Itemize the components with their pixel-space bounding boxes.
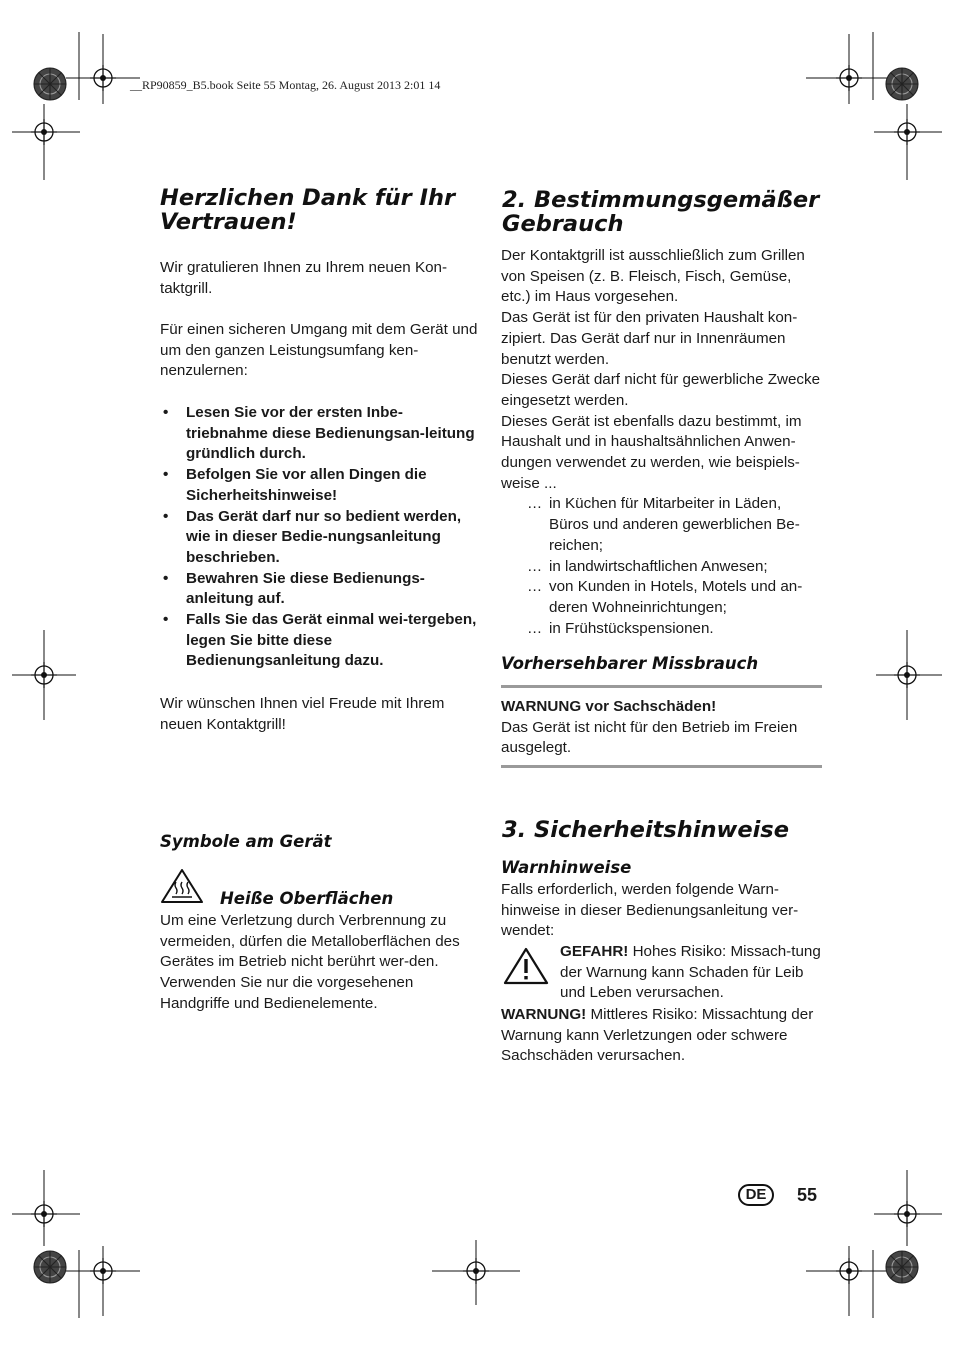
warning-text: Das Gerät ist nicht für den Betrieb im Freien ausgelegt.: [501, 718, 798, 757]
warn-notes-heading: Warnhinweise: [501, 858, 632, 877]
closing-paragraph: Wir wünschen Ihnen viel Freude mit Ihrem neuen Kontaktgrill!: [160, 695, 445, 733]
hot-surfaces-block: [160, 911, 482, 1015]
intro-paragraph-2: Für einen sicheren Umgang mit dem Gerät und um den ganzen Leistungsumfang ken-nenzulernen:: [160, 321, 478, 380]
misuse-heading: Vorhersehbarer Missbrauch: [501, 654, 759, 673]
use-list-item: … von Kunden in Hotels, Motels und an-deren Wohneinrichtungen;: [527, 578, 803, 616]
section-3-title: 3. Sicherheitshinweise: [502, 817, 789, 843]
symbols-heading: Symbole am Gerät: [160, 832, 332, 851]
warning-top-rule: [501, 685, 822, 688]
danger-text: GEFAHR! Hohes Risiko: Missach-tung der Warnung kann Schaden für Leib und Leben verursachen.: [560, 943, 821, 1002]
warnung-block: [501, 1005, 823, 1067]
intro-block: [160, 258, 482, 299]
warning-title: WARNUNG vor Sachschäden!: [501, 698, 717, 715]
warnung-text: WARNUNG! Mittleres Risiko: Missachtung der Warnung kann Verletzungen oder schwere Sachschäden verursachen.: [501, 1006, 814, 1065]
warn-notes-intro: Falls erforderlich, werden folgende Warn-hinweise in dieser Bedienungsanleitung ver-wendet:: [501, 881, 799, 940]
use-list-item: … in landwirtschaftlichen Anwesen;: [527, 557, 768, 575]
warning-box: [501, 697, 823, 759]
warn-notes-intro-block: [501, 880, 823, 942]
use-list: [501, 494, 823, 639]
language-badge: DE: [738, 1184, 774, 1206]
use-paragraph-2: Das Gerät ist für den privaten Haushalt kon-zipiert. Das Gerät darf nur in Innenräumen benutzt werden.: [501, 309, 798, 368]
page-number: 55: [797, 1185, 818, 1205]
use-paragraph-4: Dieses Gerät ist ebenfalls dazu bestimmt, im Haushalt und in haushaltsähnlichen Anwen-dungen verwendet zu werden, wie beispiels-weise ...: [501, 412, 802, 492]
print-header: __RP90859_B5.book Seite 55 Montag, 26. August 2013 2:01 14: [130, 78, 441, 92]
hot-surface-icon: [160, 868, 204, 909]
closing-block: [160, 694, 482, 735]
hot-surfaces-text: Um eine Verletzung durch Verbrennung zu vermeiden, dürfen die Metalloberflächen des Gerätes im Betrieb nicht berührt wer-den. Verwenden Sie nur die vorgesehenen Handgriffe und Bedienelemente.: [160, 912, 460, 1012]
warning-triangle-icon: [502, 946, 550, 991]
bullet-item: • Lesen Sie vor der ersten Inbe-triebnahme diese Bedienungsan-leitung gründlich durch.: [160, 403, 482, 465]
use-list-item: … in Küchen für Mitarbeiter in Läden, Büros und anderen gewerblichen Be-reichen;: [527, 495, 800, 554]
use-paragraph-3: Dieses Gerät darf nicht für gewerbliche Zwecke eingesetzt werden.: [501, 371, 821, 409]
intro-paragraph-1: Wir gratulieren Ihnen zu Ihrem neuen Kon-taktgrill.: [160, 259, 448, 297]
bullet-item: • Das Gerät darf nur so bedient werden, wie in dieser Bedie-nungsanleitung beschrieben.: [160, 507, 482, 569]
intro-block-2: [160, 320, 482, 382]
section-2-title: 2. Bestimmungsgemäßer Gebrauch: [502, 187, 820, 237]
symbols-section: [160, 832, 482, 852]
instruction-bullets: [160, 403, 482, 672]
use-paragraph-1: Der Kontaktgrill ist ausschließlich zum Grillen von Speisen (z. B. Fleisch, Fisch, Gemüse, etc.) im Haus vorgesehen.: [501, 247, 805, 306]
section-2: [502, 188, 824, 236]
misuse-section: [501, 654, 823, 674]
bullet-item: • Falls Sie das Gerät einmal wei-tergeben, legen Sie bitte diese Bedienungsanleitung dazu.: [160, 610, 482, 672]
thanks-title: Herzlichen Dank für Ihr Vertrauen!: [160, 185, 456, 235]
intended-use-text: [501, 246, 823, 639]
bullet-item: • Bewahren Sie diese Bedienungs-anleitung auf.: [160, 569, 482, 610]
section-3: [502, 818, 824, 842]
bullet-item: • Befolgen Sie vor allen Dingen die Sicherheitshinweise!: [160, 465, 482, 506]
use-list-item: … in Frühstückspensionen.: [527, 619, 714, 637]
left-column: [160, 186, 482, 234]
warning-bottom-rule: [501, 765, 822, 768]
warn-notes-heading-block: [501, 858, 823, 878]
danger-block: [560, 942, 824, 1004]
hot-surfaces-heading: Heiße Oberflächen: [220, 889, 394, 908]
